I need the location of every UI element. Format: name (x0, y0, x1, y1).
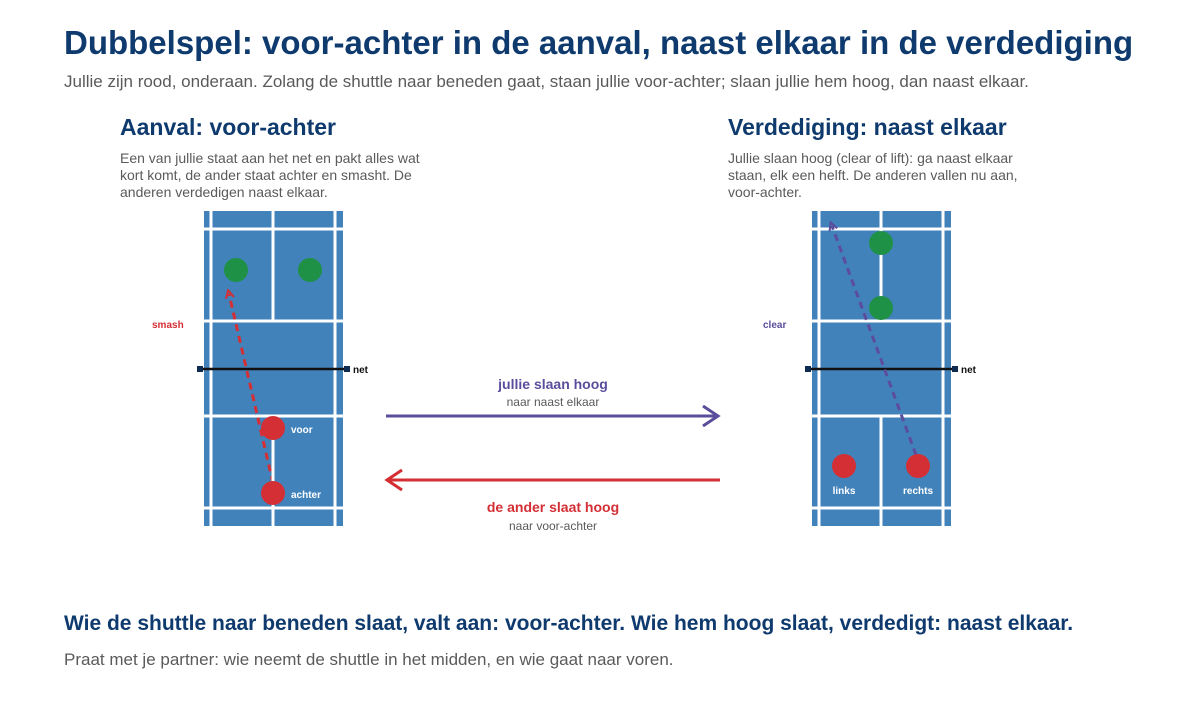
attack-player-back (261, 481, 285, 505)
attack-heading: Aanval: voor-achter (120, 114, 337, 140)
attack-front-label: voor (291, 425, 313, 436)
to-attack-arrow (387, 470, 720, 490)
defense-opponent-back (869, 231, 893, 255)
defense-court (763, 208, 977, 529)
attack-description-line-3: anderen verdedigen naast elkaar. (120, 184, 328, 200)
attack-player-front (261, 416, 285, 440)
attack-description-line-2: kort komt, de ander staat achter en smasht. De (120, 167, 412, 183)
transitions (386, 376, 720, 533)
to-defense-arrow (386, 406, 718, 426)
attack-court (152, 208, 369, 529)
to-attack-subtitle: naar voor-achter (508, 519, 598, 533)
defense-clear-label: clear (763, 320, 787, 331)
takeaway-text: Wie de shuttle naar beneden slaat, valt aan: voor-achter. Wie hem hoog slaat, verdedigt: naast elkaar. (64, 612, 1074, 635)
defense-heading: Verdediging: naast elkaar (728, 114, 1007, 140)
page-title: Dubbelspel: voor-achter in de aanval, naast elkaar in de verdediging (64, 24, 1134, 61)
attack-back-label: achter (291, 490, 322, 501)
defense-description-line-2: staan, elk een helft. De anderen vallen nu aan, (728, 167, 1018, 183)
defense-description-line-3: voor-achter. (728, 184, 802, 200)
defense-description-line-1: Jullie slaan hoog (clear of lift): ga naast elkaar (728, 150, 1013, 166)
attack-opponent-left (224, 258, 248, 282)
defense-player-left (832, 454, 856, 478)
defense-net-label: net (961, 365, 976, 376)
defense-player-right (906, 454, 930, 478)
defense-left-label: links (832, 486, 856, 497)
attack-description-line-1: Een van jullie staat aan het net en pakt alles wat (120, 150, 420, 166)
to-attack-title: de ander slaat hoog (486, 499, 620, 515)
to-defense-subtitle: naar naast elkaar (506, 395, 600, 409)
defense-right-label: rechts (902, 486, 934, 497)
page-subtitle: Jullie zijn rood, onderaan. Zolang de shuttle naar beneden gaat, staan jullie voor-achter; slaan jullie hem hoog, dan naast elkaar. (64, 72, 1029, 91)
to-defense-title: jullie slaan hoog (498, 376, 608, 392)
attack-opponent-right (298, 258, 322, 282)
attack-net-label: net (353, 365, 368, 376)
defense-opponent-front (869, 296, 893, 320)
attack-smash-label: smash (152, 320, 184, 331)
discussion-note: Praat met je partner: wie neemt de shuttle in het midden, en wie gaat naar voren. (64, 650, 674, 669)
